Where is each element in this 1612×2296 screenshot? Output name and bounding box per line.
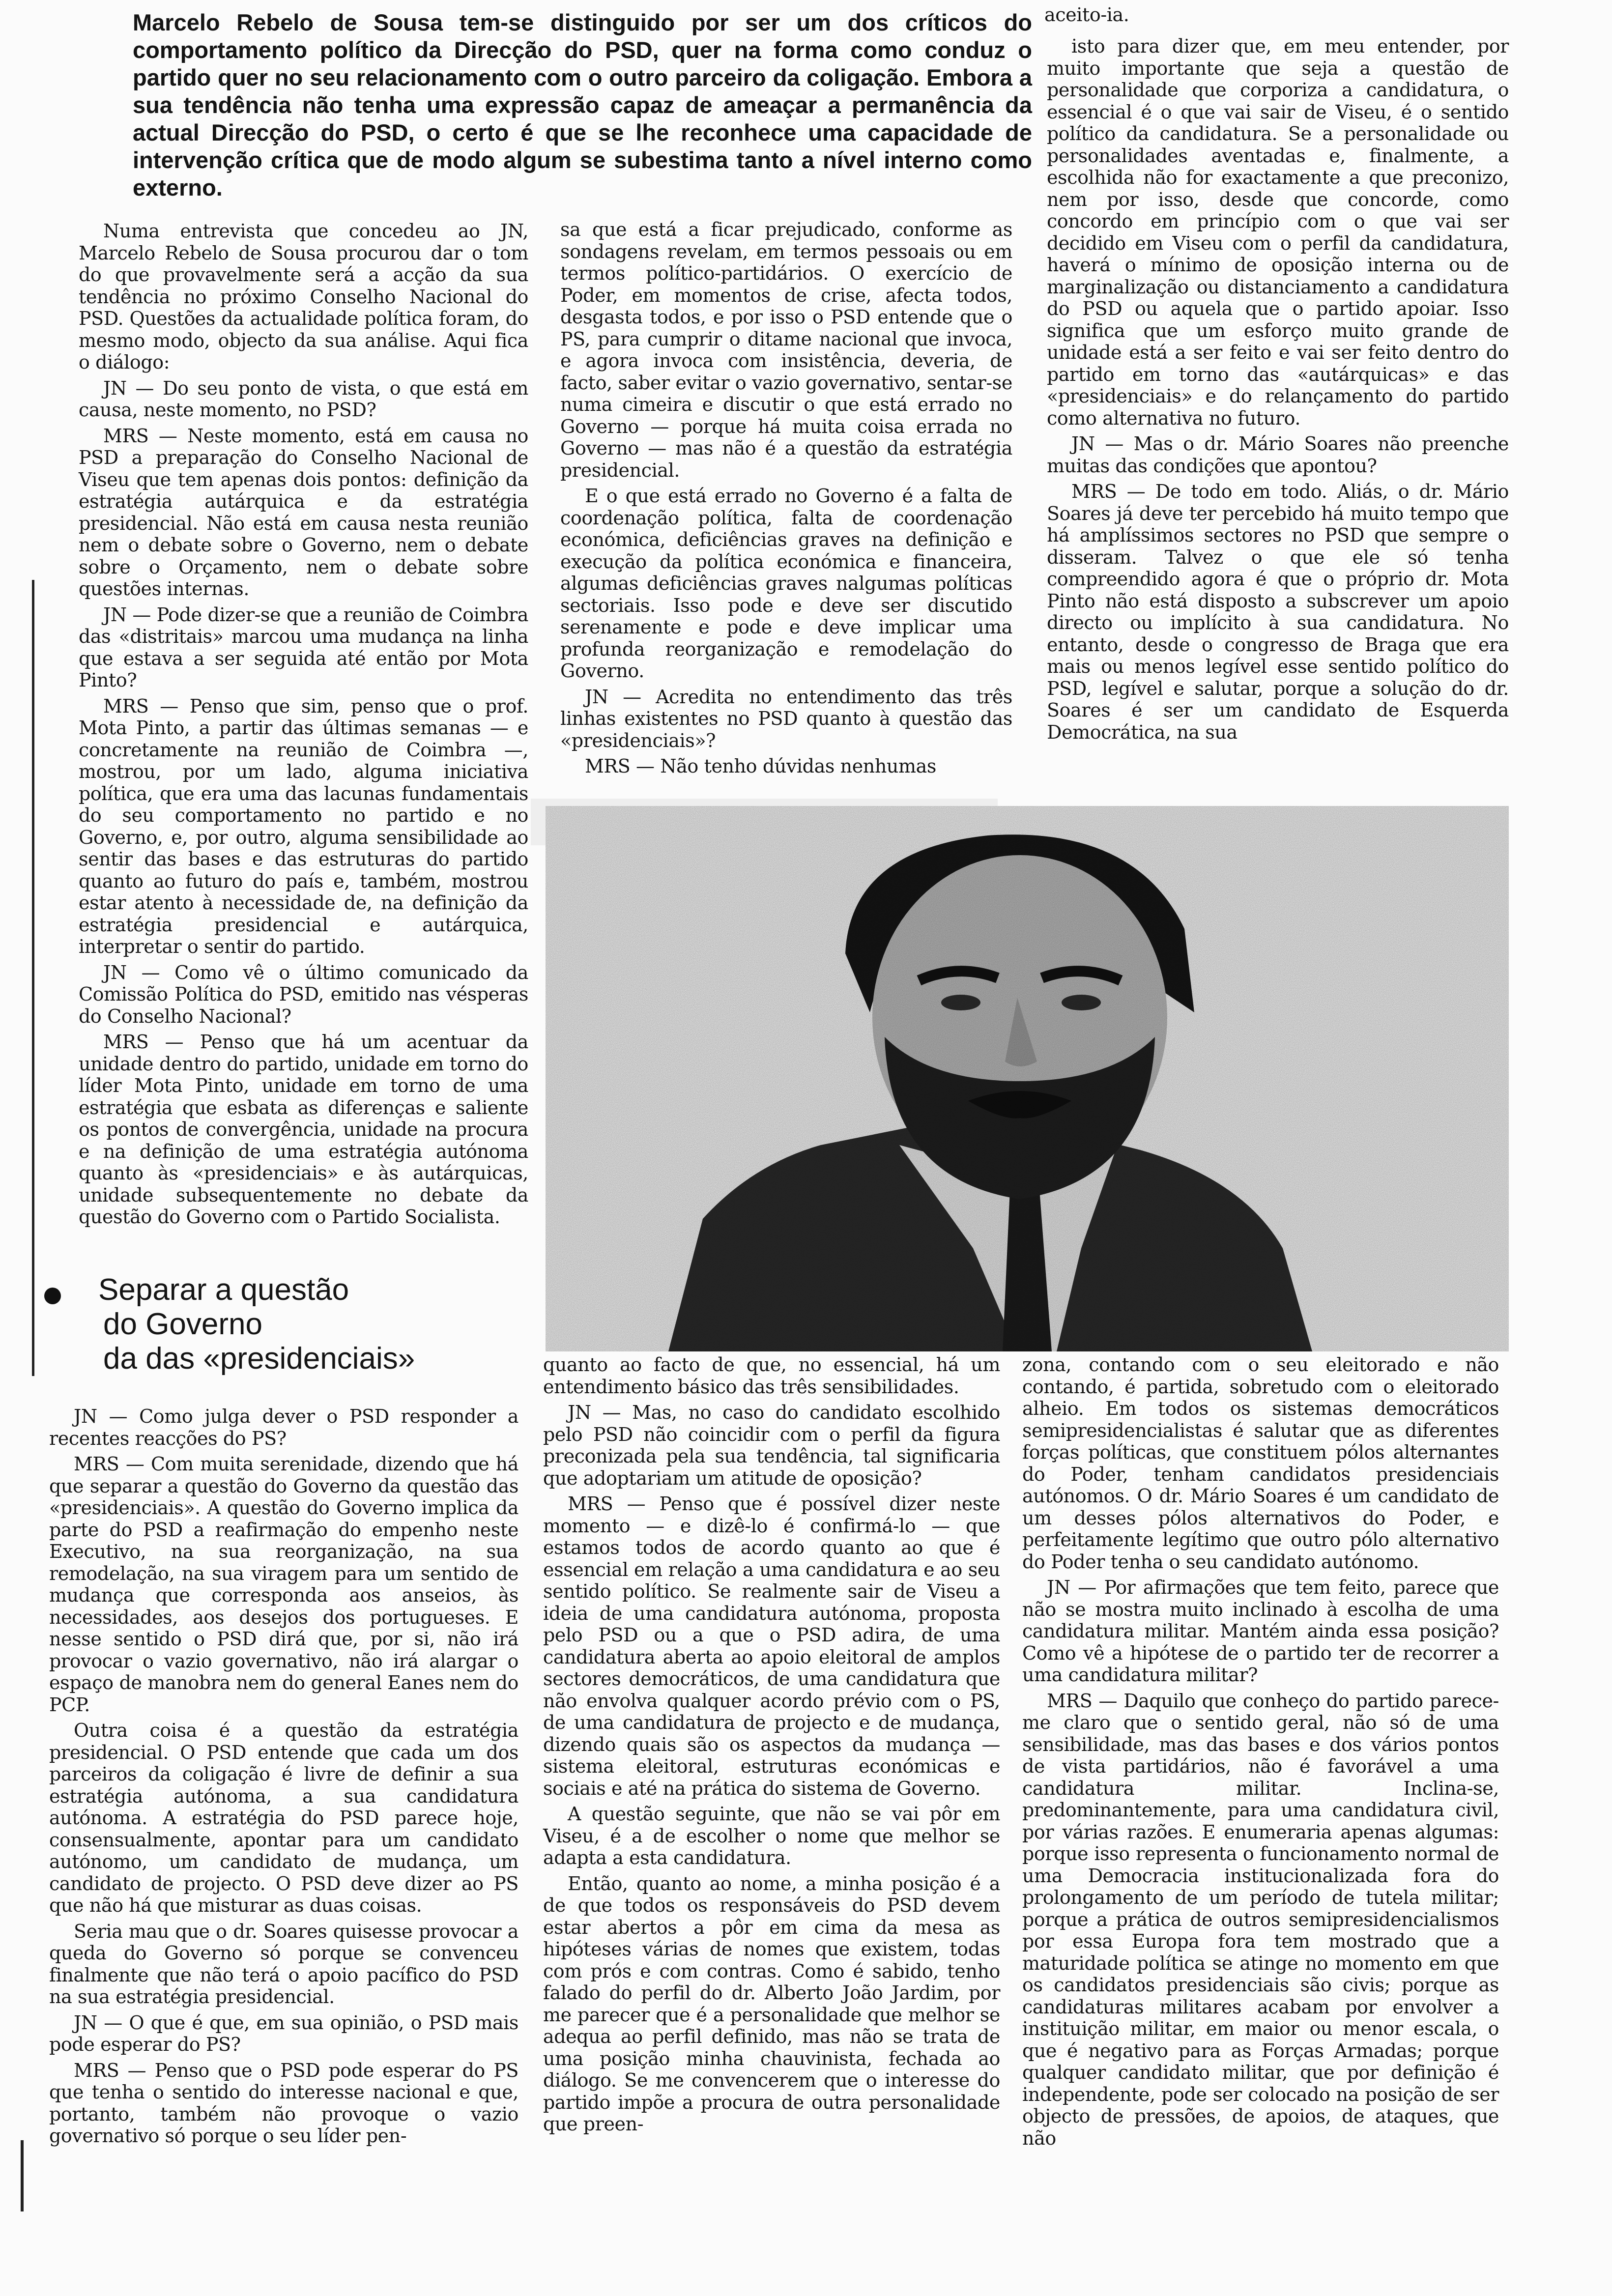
- portrait-icon: [546, 806, 1509, 1351]
- paragraph: Outra coisa é a questão da estratégia presidencial. O PSD entende que cada um dos parceiros da coligação é livre de definir a sua estratégia autónoma, a sua candidatura autónoma. A estratégia do PSD parece hoje, consensualmente, apontar para um candidato autónomo, um candidato de mudança, um candidato de projecto. O PSD deve dizer ao PS que não há que misturar as duas coisas.: [49, 1720, 518, 1916]
- portrait-photo: [546, 806, 1509, 1351]
- paragraph: JN — Acredita no entendimento das três linhas existentes no PSD quanto à questão das «presidenciais»?: [560, 686, 1012, 751]
- margin-mark: [21, 2140, 24, 2211]
- paragraph: MRS — Neste momento, está em causa no PSD a preparação do Conselho Nacional de Viseu que tem apenas dois pontos: definição da estratégia autárquica e da estratégia presidencial. Não está em causa nesta reunião nem o debate sobre o Governo, nem o debate sobre o Orçamento, nem o debate sobre questões internas.: [79, 425, 528, 600]
- paragraph: sa que está a ficar prejudicado, conforme as sondagens revelam, em termos pessoais ou em termos político-partidários. O exercício de Poder, em momentos de crise, afecta todos, desgasta todos, e por isso o PSD entende que o PS, para cumprir o ditame nacional que invoca, e agora invoca com insistência, deveria, de facto, saber evitar o vazio governativo, sentar-se numa cimeira e discutir o que está errado no Governo — porque há muita coisa errada no Governo — mas não é a questão da estratégia presidencial.: [560, 219, 1012, 481]
- paragraph: MRS — De todo em todo. Aliás, o dr. Mário Soares já deve ter percebido há muito tempo que há amplíssimos sectores no PSD que sempre o disseram. Talvez o que ele só tenha compreendido agora é que o próprio dr. Mota Pinto não está disposto a subscrever um apoio directo ou implícito à sua candidatura. No entanto, desde o congresso de Braga que era mais ou menos legível esse sentido político do PSD, legível e salutar, porque a solução do dr. Soares é ser um candidato de Esquerda Democrática, na sua: [1047, 481, 1509, 743]
- paragraph: MRS — Penso que o PSD pode esperar do PS que tenha o sentido do interesse nacional e que, portanto, também não provoque o vazio governativo só porque o seu líder pen-: [49, 2059, 518, 2147]
- paragraph: zona, contando com o seu eleitorado e não contando, é partida, sobretudo com o eleitorado alheio. Em todos os sistemas democráticos semipresidencialistas é salutar que as diferentes forças políticas, que constituem pólos alternantes do Poder, tenham candidatos presidenciais autónomos. O dr. Mário Soares é um candidato de um desses pólos alternativos do Poder, e perfeitamente legítimo que outro pólo alternativo do Poder tenha o seu candidato autónomo.: [1022, 1354, 1499, 1573]
- subhead-line-1: Separar a questão: [98, 1273, 349, 1307]
- paragraph: JN — Pode dizer-se que a reunião de Coimbra das «distritais» marcou uma mudança na linha que estava a ser seguida até então por Mota Pinto?: [79, 603, 528, 691]
- paragraph: Numa entrevista que concedeu ao JN, Marcelo Rebelo de Sousa procurou dar o tom do que provavelmente será a acção da sua tendência no próximo Conselho Nacional do PSD. Questões da actualidade política foram, do mesmo modo, objecto da sua análise. Aqui fica o diálogo:: [79, 220, 528, 373]
- subhead-line-3: da das «presidenciais»: [103, 1342, 415, 1376]
- margin-rule: [32, 580, 34, 1376]
- paragraph: JN — O que é que, em sua opinião, o PSD mais pode esperar do PS?: [49, 2011, 518, 2055]
- paragraph: JN — Como vê o último comunicado da Comissão Política do PSD, emitido nas vésperas do Conselho Nacional?: [79, 961, 528, 1027]
- paragraph: MRS — Com muita serenidade, dizendo que há que separar a questão do Governo da questão das «presidenciais». A questão do Governo implica da parte do PSD a reafirmação do empenho neste Executivo, na sua reorganização, na sua remodelação, na sua viragem para um sentido de mudança que corresponda aos anseios, às necessidades, aos desejos dos portugueses. E nesse sentido o PSD dirá que, por si, não irá provocar o vazio governativo, não irá alargar o espaço de manobra nem do general Eanes nem do PCP.: [49, 1453, 518, 1716]
- paragraph: JN — Mas o dr. Mário Soares não preenche muitas das condições que apontou?: [1047, 433, 1509, 477]
- paragraph: JN — Do seu ponto de vista, o que está em causa, neste momento, no PSD?: [79, 377, 528, 421]
- paragraph: Então, quanto ao nome, a minha posição é a de que todos os responsáveis do PSD devem estar abertos a pôr em cima da mesa as hipóteses várias de nomes que existem, todas com prós e com contras. Como é sabido, tenho falado do perfil do dr. Alberto João Jardim, por me parecer que é a personalidade que melhor se adequa ao perfil definido, mas não se trata de uma posição minha chauvinista, fechada ao diálogo. Se me convencerem que o interesse do partido impõe a procura de outra personalidade que preen-: [543, 1872, 1000, 2135]
- paragraph: MRS — Daquilo que conheço do partido parece-me claro que o sentido geral, não só de uma sensibilidade, mas das bases e dos vários pontos de vista partidários, não é favorável a uma candidatura militar. Inclina-se, predominantemente, para uma candidatura civil, por várias razões. E enumeraria apenas algumas: porque isso representa o funcionamento normal de uma Democracia institucionalizada fora do prolongamento de um período de tutela militar; porque a prática de outros semipresidencialismos por essa Europa fora tem mostrado que a maturidade política se atinge no momento em que os candidatos presidenciais são civis; porque as candidaturas militares acabam por envolver a instituição militar, em maior ou menor escala, o que é negativo para as Forças Armadas; porque qualquer candidato militar, que por definição é independente, pode ser colocado na posição de ser objecto de pressões, de apoios, de ataques, que não: [1022, 1690, 1499, 2149]
- column-1-top: [79, 220, 528, 1228]
- paragraph: MRS — Penso que sim, penso que o prof. Mota Pinto, a partir das últimas semanas — e concretamente na reunião de Coimbra —, mostrou, por um lado, alguma iniciativa política, que era uma das lacunas fundamentais do seu comportamento no partido e no Governo, e, por outro, alguma sensibilidade ao sentir das bases e das estruturas do partido quanto ao futuro do país e, também, mostrou estar atento à necessidade de, na definição da estratégia presidencial e autárquica, interpretar o sentir do partido.: [79, 695, 528, 957]
- paragraph: A questão seguinte, que não se vai pôr em Viseu, é a de escolher o nome que melhor se adapta a esta candidatura.: [543, 1803, 1000, 1868]
- column-2-bottom: [543, 1354, 1000, 2135]
- paragraph: MRS — Penso que há um acentuar da unidade dentro do partido, unidade em torno do líder Mota Pinto, unidade em torno de uma estratégia que esbata as diferenças e saliente os pontos de convergência, unidade na procura e na definição de uma estratégia autónoma quanto às «presidenciais» e às autárquicas, unidade subsequentemente no debate da questão do Governo com o Partido Socialista.: [79, 1031, 528, 1228]
- fragment-right-top: aceito-ia.: [1044, 4, 1129, 26]
- column-3-top: [1047, 35, 1509, 743]
- section-subhead: [98, 1273, 541, 1376]
- article-lead: Marcelo Rebelo de Sousa tem-se distinguido por ser um dos críticos do comportamento político da Direcção do PSD, quer na forma como conduz o partido quer no seu relacionamento com o outro parceiro da coligação. Embora a sua tendência não tenha uma expressão capaz de ameaçar a permanência da actual Direcção do PSD, o certo é que se lhe reconhece uma capacidade de intervenção crítica que de modo algum se subestima tanto a nível interno como externo.: [133, 9, 1032, 201]
- subhead-line-2: do Governo: [103, 1307, 262, 1341]
- paragraph: MRS — Não tenho dúvidas nenhumas: [585, 755, 936, 777]
- col3-fragment-top: [1044, 4, 1506, 26]
- paragraph: JN — Por afirmações que tem feito, parece que não se mostra muito inclinado à escolha de uma candidatura militar. Mantém ainda essa posição? Como vê a hipótese de o partido ter de recorrer a uma candidatura militar?: [1022, 1577, 1499, 1686]
- paragraph: JN — Mas, no caso do candidato escolhido pelo PSD não coincidir com o perfil da figura preconizada pela sua tendência, tal significaria que adoptariam um atitude de oposição?: [543, 1402, 1000, 1489]
- paragraph: JN — Como julga dever o PSD responder a recentes reacções do PS?: [49, 1406, 518, 1449]
- bullet-icon: [44, 1288, 61, 1304]
- paragraph: E o que está errado no Governo é a falta de coordenação política, falta de coordenação económica, deficiências graves na definição e execução da política económica e financeira, algumas deficiências graves nalgumas políticas sectoriais. Isso pode e deve ser discutido serenamente e pode e deve implicar uma profunda reorganização e remodelação do Governo.: [560, 485, 1012, 682]
- paragraph: MRS — Penso que é possível dizer neste momento — e dizê-lo é confirmá-lo — que estamos todos de acordo quanto ao que é essencial em relação a uma candidatura e ao seu sentido político. Se realmente sair de Viseu a ideia de uma candidatura autónoma, proposta pelo PSD ou a que o PSD adira, de uma candidatura aberta ao apoio eleitoral de amplos sectores democráticos, de uma candidatura que não envolva qualquer acordo prévio com o PS, de uma candidatura de projecto e de mudança, dizendo quais são os aspectos da mudança — sistema eleitoral, estruturas económicas e sociais e até na prática do sistema de Governo.: [543, 1493, 1000, 1799]
- column-3-bottom: [1022, 1354, 1499, 2149]
- paragraph: Seria mau que o dr. Soares quisesse provocar a queda do Governo só porque se convenceu finalmente que não terá o apoio pacífico do PSD na sua estratégia presidencial.: [49, 1920, 518, 2008]
- column-2-top: [560, 219, 1012, 777]
- paragraph: isto para dizer que, em meu entender, por muito importante que seja a questão de personalidade que corporiza a candidatura, o essencial é o que vai sair de Viseu, é o sentido político da candidatura. Se a personalidade ou personalidades aventadas e, finalmente, a escolhida não for exactamente a que preconizo, nem por isso, desde que concorde, como concordo em princípio com o que vai ser decidido em Viseu com o perfil da candidatura, haverá o mínimo de oposição interna ou de marginalização ou distanciamento a candidatura do PSD ou aquela que o partido apoiar. Isso significa que um esforço muito grande de unidade está a ser feito e vai ser feito dentro do partido em torno das «autárquicas» e das «presidenciais» e do relançamento do partido como alternativa no futuro.: [1047, 35, 1509, 429]
- paragraph: quanto ao facto de que, no essencial, há um entendimento básico das três sensibilidades.: [543, 1354, 1000, 1398]
- column-1-bottom: [49, 1406, 518, 2147]
